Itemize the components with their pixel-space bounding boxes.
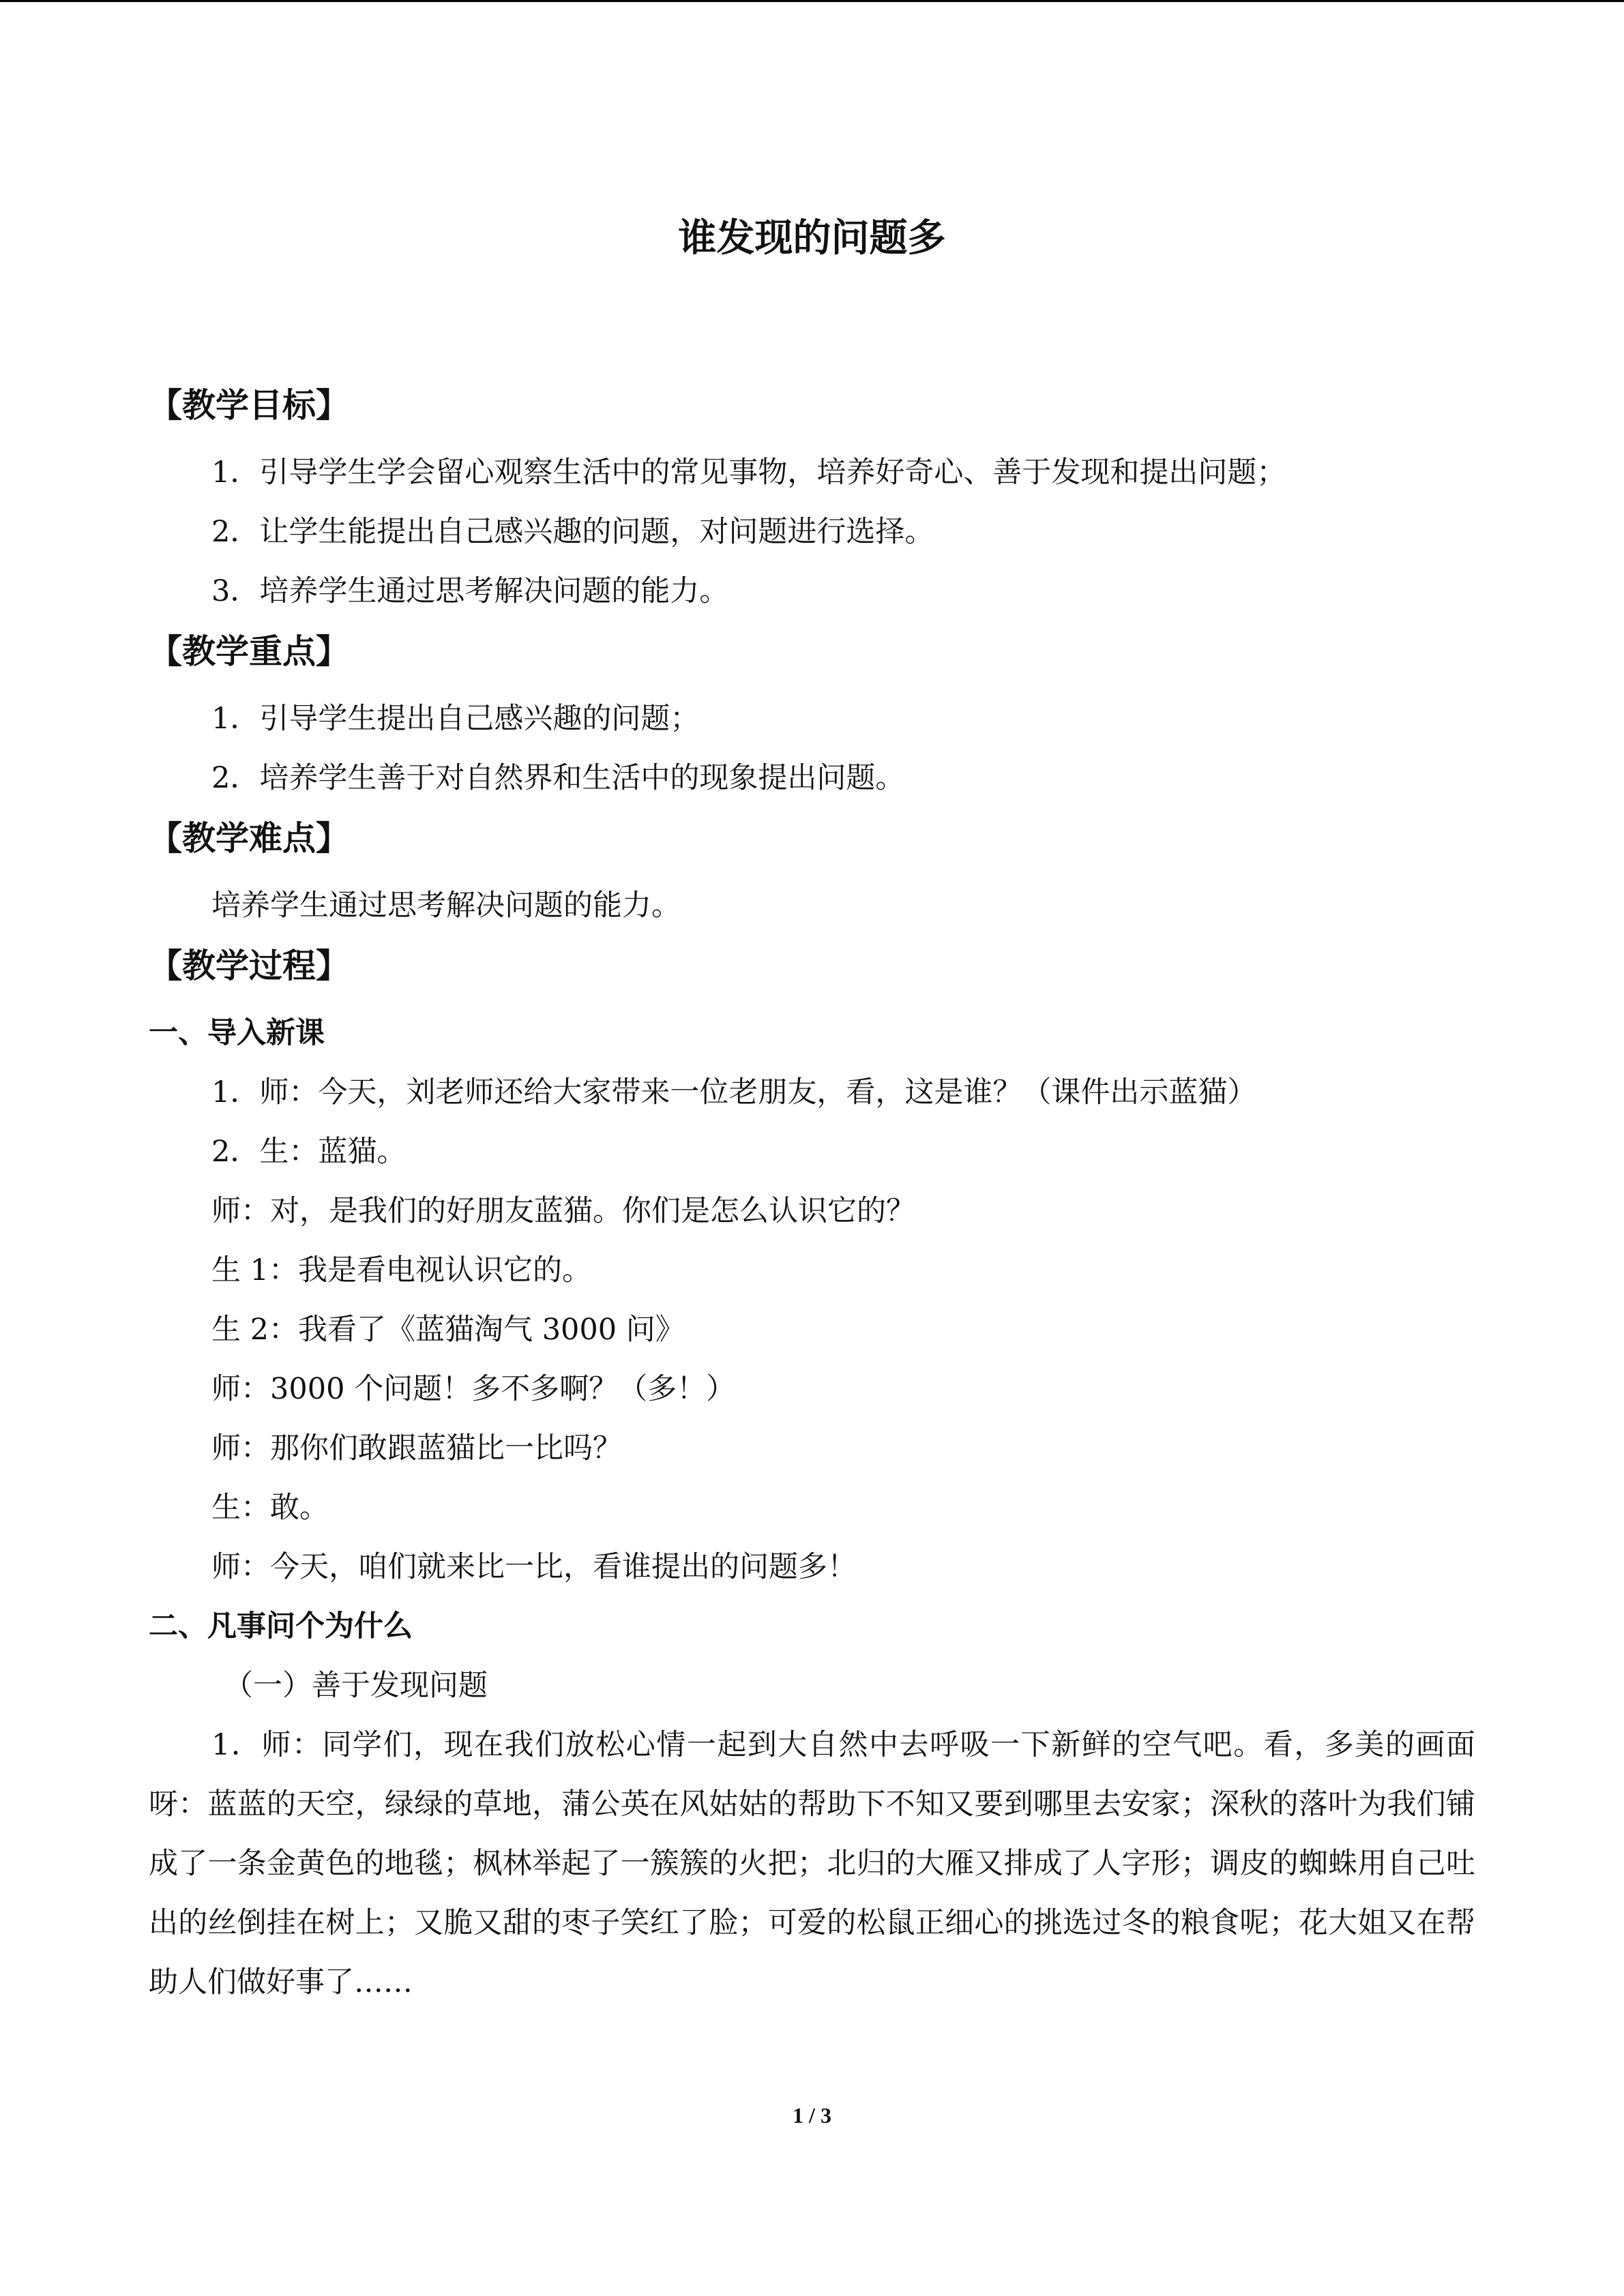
section-heading-goals: 【教学目标】	[149, 386, 350, 425]
document-page	[149, 0, 1475, 2296]
dialogue-line: 生 1：我是看电视认识它的。	[211, 1253, 592, 1287]
key-point-item: 2．培养学生善于对自然界和生活中的现象提出问题。	[211, 761, 905, 795]
dialogue-line: 师：3000 个问题！多不多啊？（多！）	[211, 1372, 736, 1406]
dialogue-line: 生：敢。	[211, 1491, 329, 1525]
goal-item: 3．培养学生通过思考解决问题的能力。	[211, 574, 729, 608]
dialogue-line: 2．生：蓝猫。	[211, 1135, 407, 1169]
key-point-item: 1．引导学生提出自己感兴趣的问题；	[211, 702, 700, 736]
section-heading-difficulties: 【教学难点】	[149, 819, 350, 858]
dialogue-line: 师：那你们敢跟蓝猫比一比吗？	[211, 1431, 622, 1465]
dialogue-line: 1．师：今天，刘老师还给大家带来一位老朋友，看，这是谁？（课件出示蓝猫）	[211, 1075, 1257, 1109]
dialogue-line: 生 2：我看了《蓝猫淘气 3000 问》	[211, 1313, 685, 1347]
difficulty-text: 培养学生通过思考解决问题的能力。	[211, 889, 681, 923]
section-heading-process: 【教学过程】	[149, 946, 350, 985]
dialogue-line: 师：今天，咱们就来比一比，看谁提出的问题多！	[211, 1550, 857, 1584]
process-part1-heading: 一、导入新课	[149, 1016, 325, 1050]
goal-item: 1．引导学生学会留心观察生活中的常见事物，培养好奇心、善于发现和提出问题；	[211, 456, 1286, 490]
dialogue-line: 师：对，是我们的好朋友蓝猫。你们是怎么认识它的？	[211, 1194, 915, 1228]
process-part2-subheading: （一）善于发现问题	[224, 1669, 488, 1703]
goal-item: 2．让学生能提出自己感兴趣的问题，对问题进行选择。	[211, 515, 934, 549]
page-indicator: 1 / 3	[793, 2103, 831, 2128]
process-part2-paragraph: 1．师：同学们，现在我们放松心情一起到大自然中去呼吸一下新鲜的空气吧。看，多美的画面呀：蓝蓝的天空，绿绿的草地，蒲公英在风姑姑的帮助下不知又要到哪里去安家；深秋的落叶为我们铺成了一条金黄色的地毯；枫林举起了一簇簇的火把；北归的大雁又排成了人字形；调皮的蜘蛛用自己吐出的丝倒挂在树上；又脆又甜的枣子笑红了脸；可爱的松鼠正细心的挑选过冬的粮食呢；花大姐又在帮助人们做好事了……	[149, 1728, 1475, 1999]
section-heading-key-points: 【教学重点】	[149, 632, 350, 671]
process-part2-heading: 二、凡事问个为什么	[149, 1609, 413, 1643]
document-title: 谁发现的问题多	[678, 216, 946, 260]
document-content	[149, 375, 1475, 2012]
